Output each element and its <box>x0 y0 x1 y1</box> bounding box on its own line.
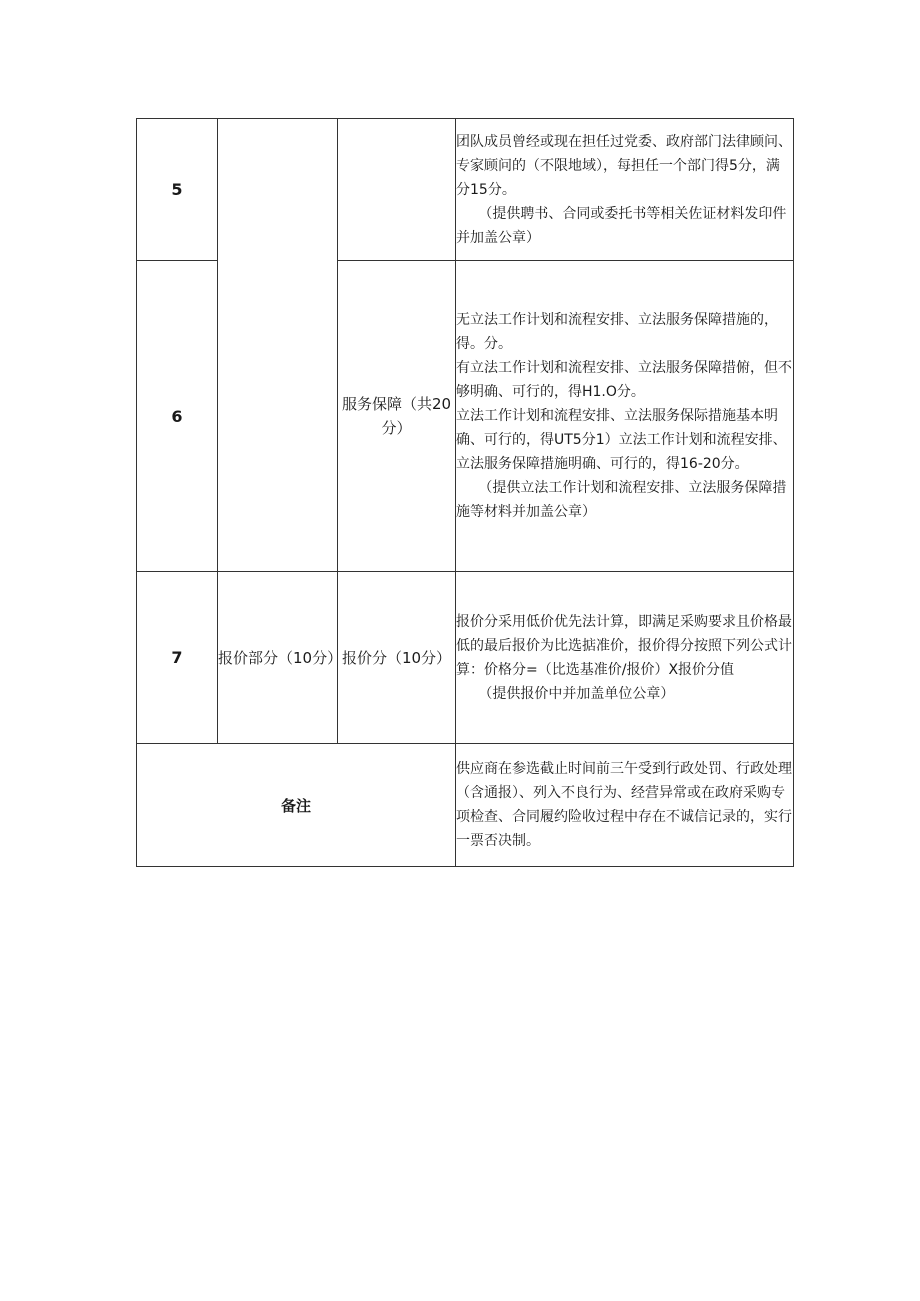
criteria-text: 报价分采用低价优先法计算，即满足采购要求且价格最低的最后报价为比选掂准价，报价得分按照下列公式计算：价格分=（比选基准价/报价）X报价分值 <box>456 613 792 678</box>
scoring-table <box>136 118 794 867</box>
evidence-note: （提供报价中并加盖单位公章） <box>478 685 675 702</box>
row-number: 6 <box>137 261 218 572</box>
row-number: 5 <box>137 119 218 261</box>
criteria-cell <box>456 572 794 744</box>
category-cell <box>218 119 338 572</box>
evidence-note: （提供聘书、合同或委托书等相关佐证材料发印件并加盖公章） <box>456 205 787 246</box>
item-cell <box>338 119 456 261</box>
criteria-cell <box>456 119 794 261</box>
remark-label: 备注 <box>137 744 456 867</box>
criteria-text: 无立法工作计划和流程安排、立法服务保障措施的，得。分。 <box>456 312 778 352</box>
remark-text: 供应商在参选截止时间前三午受到行政处罚、行政处理（含通报）、列入不良行为、经营异常或在政府采购专项检查、合同履约险收过程中存在不诚信记录的，实行一票否决制。 <box>456 744 794 867</box>
category-cell: 报价部分（10分） <box>218 572 338 744</box>
criteria-text: 有立法工作计划和流程安排、立法服务保障措俯，但不够明确、可行的，得H1.O分。 <box>456 360 792 400</box>
row-number: 7 <box>137 572 218 744</box>
table-row <box>137 572 794 744</box>
table-row <box>137 119 794 261</box>
item-cell: 报价分（10分） <box>338 572 456 744</box>
criteria-text: 立法工作计划和流程安排、立法服务保际措施基本明确、可行的，得UT5分1）立法工作计划和流程安排、立法服务保障措施明确、可行的，得16-20分。 <box>456 408 787 472</box>
remark-row <box>137 744 794 867</box>
criteria-text: 团队成员曾经或现在担任过党委、政府部门法律顾问、专家顾问的（不限地域），每担任一个部门得5分，满分15分。 <box>456 133 792 198</box>
evidence-note: （提供立法工作计划和流程安排、立法服务保障措施等材料并加盖公章） <box>456 480 787 520</box>
criteria-cell <box>456 261 794 572</box>
item-cell: 服务保障（共20分） <box>338 261 456 572</box>
